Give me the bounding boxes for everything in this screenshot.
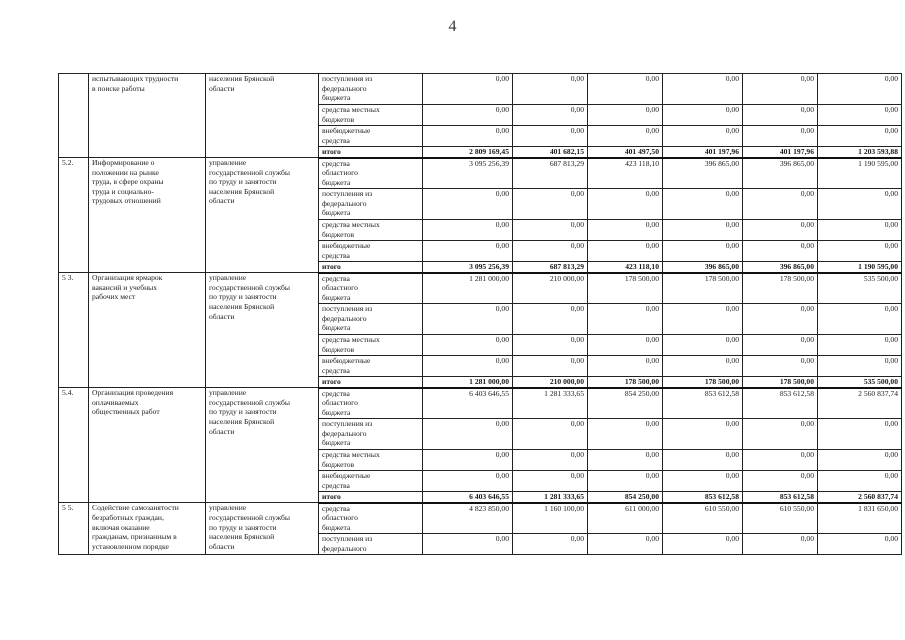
funding-source [319, 74, 423, 105]
funding-source-line: итого [322, 147, 341, 156]
executor-line: области [209, 83, 235, 93]
funding-source-line: средства [322, 503, 350, 513]
amount-cell: 0,00 [663, 450, 743, 471]
amount-cell: 0,00 [423, 220, 513, 241]
table-row [59, 158, 902, 189]
activity-name-line: вакансий и учебных [92, 282, 158, 292]
amount-cell: 396 865,00 [743, 262, 818, 273]
amount-cell: 0,00 [423, 74, 513, 105]
amount-cell: 401 197,96 [663, 147, 743, 158]
amount-cell: 853 612,58 [743, 388, 818, 419]
amount-cell: 0,00 [588, 220, 663, 241]
executor-line: по труду и занятости [209, 177, 277, 187]
executor-line: по труду и занятости [209, 522, 277, 532]
amount-cell: 535 500,00 [818, 273, 902, 304]
amount-cell: 0,00 [743, 450, 818, 471]
amount-cell: 2 560 837,74 [818, 388, 902, 419]
item-number: 5 3. [59, 273, 89, 388]
amount-cell: 0,00 [588, 105, 663, 126]
amount-cell: 1 281 333,65 [513, 388, 588, 419]
activity-name-line: в поиске работы [92, 83, 145, 93]
table-row [59, 503, 902, 534]
item-number [59, 74, 89, 158]
amount-cell: 0,00 [743, 105, 818, 126]
amount-cell: 0,00 [423, 419, 513, 450]
amount-cell: 0,00 [513, 304, 588, 335]
activity-name-line: трудовых отношений [92, 196, 161, 206]
amount-cell: 0,00 [588, 356, 663, 377]
amount-cell: 0,00 [818, 471, 902, 492]
amount-cell: 0,00 [513, 335, 588, 356]
amount-cell: 6 403 646,55 [423, 388, 513, 419]
funding-source-line: областного [322, 513, 358, 523]
funding-source [319, 105, 423, 126]
amount-cell: 0,00 [743, 304, 818, 335]
amount-cell: 0,00 [743, 74, 818, 105]
amount-cell: 0,00 [663, 335, 743, 356]
amount-cell: 0,00 [818, 220, 902, 241]
funding-source-line: средства местных [322, 105, 380, 114]
amount-cell: 0,00 [743, 220, 818, 241]
amount-cell: 0,00 [588, 241, 663, 262]
amount-cell: 0,00 [588, 126, 663, 147]
executor [206, 273, 319, 388]
executor-line: населения Брянской [209, 532, 275, 542]
amount-cell: 0,00 [423, 534, 513, 555]
executor-line: государственной службы [209, 512, 290, 522]
amount-cell: 0,00 [513, 126, 588, 147]
amount-cell: 535 500,00 [818, 377, 902, 388]
amount-cell: 0,00 [818, 189, 902, 220]
amount-cell: 423 118,10 [588, 262, 663, 273]
amount-cell: 0,00 [588, 471, 663, 492]
executor [206, 503, 319, 555]
funding-source-line: итого [322, 262, 341, 272]
amount-cell: 178 500,00 [663, 273, 743, 304]
amount-cell: 0,00 [588, 74, 663, 105]
amount-cell: 0,00 [743, 534, 818, 555]
funding-source-line: бюджета [322, 523, 351, 533]
table-row [59, 388, 902, 419]
table-row [59, 273, 902, 304]
amount-cell: 0,00 [818, 74, 902, 105]
activity-name-line: испытывающих трудности [92, 74, 179, 83]
amount-cell: 0,00 [663, 241, 743, 262]
funding-source-line: бюджетов [322, 459, 355, 469]
amount-cell: 178 500,00 [743, 377, 818, 388]
funding-source [319, 419, 423, 450]
amount-cell: 0,00 [423, 471, 513, 492]
executor-line: по труду и занятости [209, 292, 277, 302]
funding-source [319, 450, 423, 471]
amount-cell: 401 682,15 [513, 147, 588, 158]
amount-cell: 0,00 [818, 335, 902, 356]
activity-name-line: Содействие самозанятости [92, 503, 179, 513]
amount-cell: 1 190 595,00 [818, 158, 902, 189]
amount-cell: 0,00 [818, 105, 902, 126]
activity-name-line: труда и социально- [92, 186, 154, 196]
amount-cell: 0,00 [513, 419, 588, 450]
amount-cell: 396 865,00 [663, 262, 743, 273]
funding-source-line: бюджета [322, 292, 351, 302]
funding-source [319, 273, 423, 304]
amount-cell: 0,00 [663, 74, 743, 105]
item-number: 5 5. [59, 503, 89, 555]
funding-source [319, 388, 423, 419]
amount-cell: 0,00 [743, 356, 818, 377]
amount-cell: 0,00 [513, 105, 588, 126]
activity-name [89, 503, 206, 555]
funding-source-line: бюджета [322, 438, 351, 448]
amount-cell: 4 823 850,00 [423, 503, 513, 534]
funding-source-line: поступления из [322, 534, 373, 544]
amount-cell: 0,00 [743, 189, 818, 220]
amount-cell: 0,00 [423, 105, 513, 126]
amount-cell: 0,00 [663, 471, 743, 492]
executor-line: области [209, 541, 235, 551]
amount-cell: 0,00 [818, 450, 902, 471]
funding-source-line: средства [322, 250, 350, 260]
amount-cell: 1 281 333,65 [513, 492, 588, 503]
amount-cell: 178 500,00 [743, 273, 818, 304]
amount-cell: 178 500,00 [663, 377, 743, 388]
executor [206, 158, 319, 273]
funding-source [319, 126, 423, 147]
funding-source [319, 471, 423, 492]
amount-cell: 2 809 169,45 [423, 147, 513, 158]
funding-source-line: средства [322, 273, 350, 283]
amount-cell: 610 550,00 [663, 503, 743, 534]
amount-cell: 0,00 [588, 450, 663, 471]
amount-cell: 0,00 [513, 471, 588, 492]
funding-source-line: поступления из [322, 304, 373, 314]
amount-cell: 0,00 [423, 126, 513, 147]
amount-cell: 0,00 [663, 220, 743, 241]
funding-source-line: средства местных [322, 450, 380, 460]
funding-source-line: итого [322, 492, 341, 502]
amount-cell: 6 403 646,55 [423, 492, 513, 503]
activity-name-line: Информирование о [92, 158, 155, 168]
amount-cell: 0,00 [513, 450, 588, 471]
activity-name [89, 74, 206, 158]
funding-source-line: федерального [322, 428, 367, 438]
amount-cell: 0,00 [588, 189, 663, 220]
funding-source [319, 335, 423, 356]
funding-source-line: бюджета [322, 93, 351, 103]
activity-name-line: гражданам, признанным в [92, 532, 177, 542]
amount-cell: 687 813,29 [513, 158, 588, 189]
amount-cell: 2 560 837,74 [818, 492, 902, 503]
funding-source-line: внебюджетные [322, 471, 371, 481]
amount-cell: 0,00 [423, 335, 513, 356]
amount-cell: 854 250,00 [588, 388, 663, 419]
funding-source-line: поступления из [322, 74, 373, 83]
amount-cell: 0,00 [743, 471, 818, 492]
amount-cell: 0,00 [818, 126, 902, 147]
executor-line: области [209, 311, 235, 321]
amount-cell: 0,00 [663, 105, 743, 126]
amount-cell: 0,00 [663, 419, 743, 450]
amount-cell: 0,00 [663, 356, 743, 377]
item-number: 5.4. [59, 388, 89, 503]
funding-source-line: поступления из [322, 419, 373, 429]
amount-cell: 401 197,96 [743, 147, 818, 158]
executor-line: государственной службы [209, 282, 290, 292]
amount-cell: 0,00 [818, 419, 902, 450]
executor-line: населения Брянской [209, 74, 275, 83]
table-row [59, 74, 902, 105]
executor [206, 388, 319, 503]
amount-cell: 687 813,29 [513, 262, 588, 273]
executor-line: управление [209, 273, 247, 283]
activity-name-line: Организация проведения [92, 388, 174, 398]
amount-cell: 853 612,58 [663, 388, 743, 419]
amount-cell: 853 612,58 [743, 492, 818, 503]
page-number: 4 [448, 18, 457, 35]
budget-table [58, 73, 902, 555]
amount-cell: 0,00 [818, 304, 902, 335]
funding-source-line: бюджета [322, 177, 351, 187]
funding-source-line: бюджета [322, 407, 351, 417]
amount-cell: 0,00 [513, 241, 588, 262]
amount-cell: 1 203 593,88 [818, 147, 902, 158]
funding-source-line: областного [322, 168, 358, 178]
amount-cell: 1 281 000,00 [423, 273, 513, 304]
activity-name-line: включая оказание [92, 522, 150, 532]
funding-source-line: внебюджетные [322, 241, 371, 251]
funding-source [319, 492, 423, 503]
funding-source [319, 534, 423, 555]
amount-cell: 853 612,58 [663, 492, 743, 503]
funding-source-line: средства [322, 135, 350, 145]
amount-cell: 0,00 [663, 189, 743, 220]
amount-cell: 0,00 [423, 304, 513, 335]
activity-name [89, 158, 206, 273]
amount-cell: 0,00 [818, 356, 902, 377]
amount-cell: 0,00 [663, 304, 743, 335]
funding-source-line: федерального [322, 198, 367, 208]
amount-cell: 178 500,00 [588, 377, 663, 388]
amount-cell: 0,00 [423, 189, 513, 220]
amount-cell: 0,00 [588, 335, 663, 356]
activity-name [89, 273, 206, 388]
amount-cell: 0,00 [743, 335, 818, 356]
funding-source [319, 147, 423, 158]
amount-cell: 423 118,10 [588, 158, 663, 189]
activity-name-line: труда, в сфере охраны [92, 177, 164, 187]
funding-source [319, 377, 423, 388]
executor-line: управление [209, 503, 247, 513]
activity-name-line: установленном порядке [92, 541, 169, 551]
amount-cell: 0,00 [513, 74, 588, 105]
funding-source-line: федерального [322, 313, 367, 323]
item-number: 5.2. [59, 158, 89, 273]
amount-cell: 611 000,00 [588, 503, 663, 534]
funding-source-line: бюджета [322, 323, 351, 333]
amount-cell: 210 000,00 [513, 377, 588, 388]
amount-cell: 396 865,00 [663, 158, 743, 189]
amount-cell: 0,00 [513, 534, 588, 555]
funding-source [319, 262, 423, 273]
amount-cell: 0,00 [423, 450, 513, 471]
funding-source-line: средства местных [322, 220, 380, 230]
funding-source-line: бюджетов [322, 114, 355, 124]
executor-line: по труду и занятости [209, 407, 277, 417]
activity-name-line: положении на рынке [92, 167, 159, 177]
amount-cell: 1 831 650,00 [818, 503, 902, 534]
amount-cell: 0,00 [588, 534, 663, 555]
amount-cell: 0,00 [663, 534, 743, 555]
funding-source-line: средства [322, 158, 350, 168]
funding-source-line: бюджета [322, 208, 351, 218]
funding-source-line: итого [322, 377, 341, 387]
amount-cell: 0,00 [818, 534, 902, 555]
executor-line: управление [209, 388, 247, 398]
activity-name-line: Организация ярмарок [92, 273, 163, 283]
funding-source [319, 189, 423, 220]
activity-name-line: общественных работ [92, 407, 160, 417]
funding-source-line: бюджетов [322, 229, 355, 239]
executor-line: управление [209, 158, 247, 168]
funding-source-line: средства [322, 480, 350, 490]
funding-source-line: бюджетов [322, 344, 355, 354]
amount-cell: 610 550,00 [743, 503, 818, 534]
executor-line: области [209, 426, 235, 436]
amount-cell: 1 190 595,00 [818, 262, 902, 273]
amount-cell: 1 281 000,00 [423, 377, 513, 388]
funding-source [319, 304, 423, 335]
executor-line: населения Брянской [209, 186, 275, 196]
funding-source-line: средства [322, 365, 350, 375]
amount-cell: 396 865,00 [743, 158, 818, 189]
activity-name-line: оплачиваемых [92, 397, 139, 407]
funding-source-line: областного [322, 283, 358, 293]
funding-source-line: средства [322, 388, 350, 398]
funding-source-line: поступления из [322, 189, 373, 199]
amount-cell: 0,00 [743, 241, 818, 262]
amount-cell: 0,00 [423, 241, 513, 262]
executor [206, 74, 319, 158]
funding-source [319, 241, 423, 262]
funding-source [319, 356, 423, 377]
amount-cell: 0,00 [588, 304, 663, 335]
amount-cell: 178 500,00 [588, 273, 663, 304]
funding-source-line: федерального [322, 83, 367, 93]
executor-line: населения Брянской [209, 301, 275, 311]
amount-cell: 0,00 [513, 356, 588, 377]
amount-cell: 0,00 [513, 189, 588, 220]
funding-source-line: внебюджетные [322, 356, 371, 366]
executor-line: государственной службы [209, 397, 290, 407]
amount-cell: 210 000,00 [513, 273, 588, 304]
funding-source-line: федерального [322, 543, 367, 553]
amount-cell: 3 095 256,39 [423, 158, 513, 189]
budget-table-body [59, 74, 902, 555]
amount-cell: 0,00 [513, 220, 588, 241]
funding-source-line: средства местных [322, 335, 380, 345]
funding-source [319, 503, 423, 534]
amount-cell: 854 250,00 [588, 492, 663, 503]
amount-cell: 1 160 100,00 [513, 503, 588, 534]
funding-source [319, 158, 423, 189]
amount-cell: 0,00 [743, 126, 818, 147]
funding-source-line: областного [322, 398, 358, 408]
amount-cell: 0,00 [743, 419, 818, 450]
activity-name-line: безработных граждан, [92, 512, 164, 522]
amount-cell: 3 095 256,39 [423, 262, 513, 273]
funding-source-line: внебюджетные [322, 126, 371, 135]
funding-source [319, 220, 423, 241]
executor-line: населения Брянской [209, 417, 275, 427]
amount-cell: 0,00 [818, 241, 902, 262]
executor-line: государственной службы [209, 167, 290, 177]
amount-cell: 0,00 [588, 419, 663, 450]
amount-cell: 0,00 [663, 126, 743, 147]
amount-cell: 0,00 [423, 356, 513, 377]
amount-cell: 401 497,50 [588, 147, 663, 158]
activity-name [89, 388, 206, 503]
activity-name-line: рабочих мест [92, 292, 136, 302]
executor-line: области [209, 196, 235, 206]
